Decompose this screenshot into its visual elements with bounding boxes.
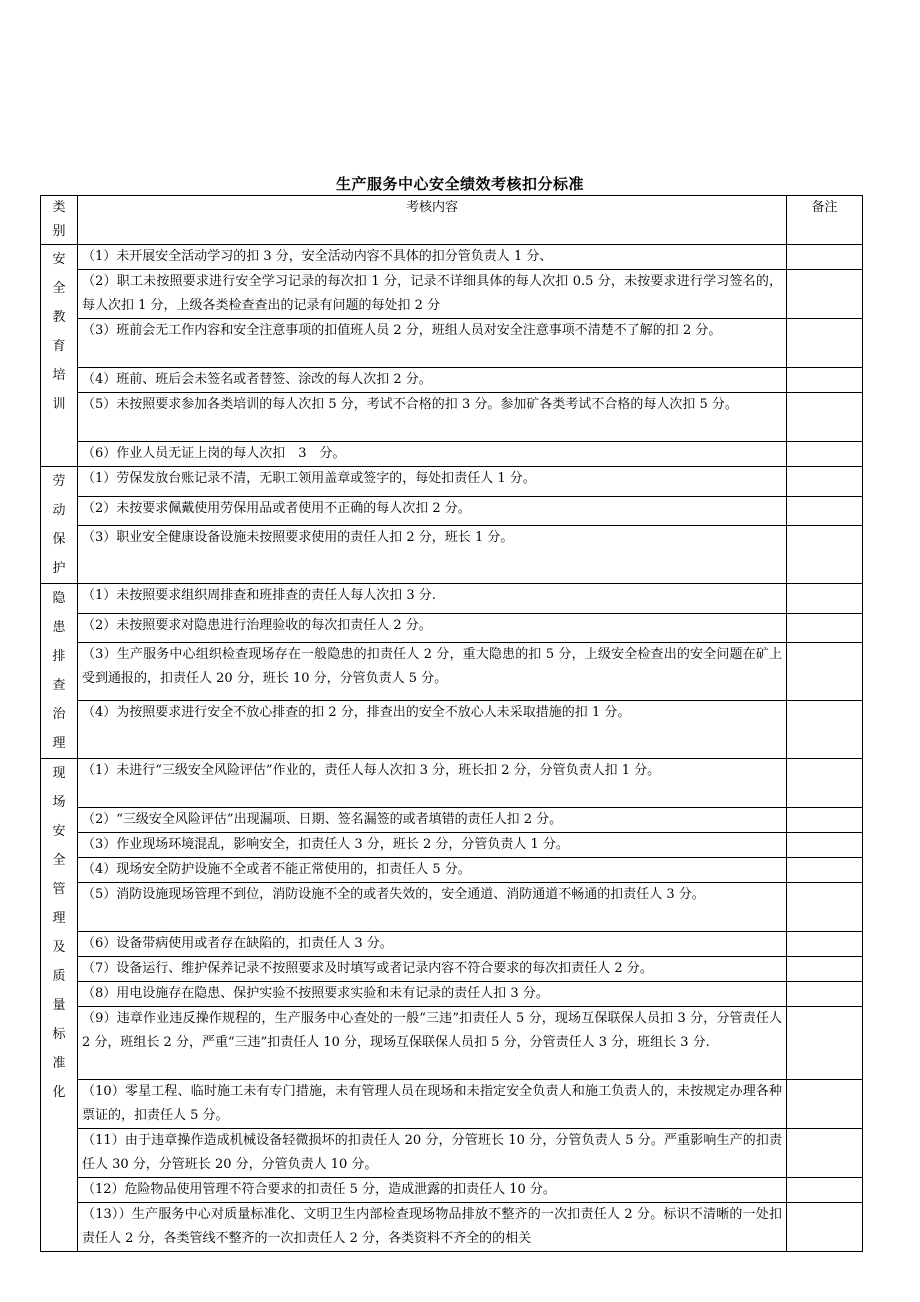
table-row	[41, 932, 863, 957]
table-row	[41, 1080, 863, 1129]
assessment-item: （7）设备运行、维护保养记录不按照要求及时填写或者记录内容不符合要求的每次扣责任人 2 分。	[78, 957, 787, 982]
category-label: 劳 动 保 护	[52, 474, 66, 576]
category-label: 隐 患 排 查 治 理	[52, 591, 66, 751]
note-cell	[787, 270, 863, 319]
category-label: 安 全 教 育 培 训	[52, 252, 66, 412]
assessment-item: （4）为按照要求进行安全不放心排查的扣 2 分，排查出的安全不放心人未采取措施的扣 1 分。	[78, 701, 787, 759]
note-cell	[787, 526, 863, 584]
note-cell	[787, 1080, 863, 1129]
assessment-item: （1）未进行“三级安全风险评估”作业的，责任人每人次扣 3 分，班长扣 2 分，分管负责人扣 1 分。	[78, 759, 787, 808]
table-row	[41, 270, 863, 319]
note-cell	[787, 1129, 863, 1178]
note-cell	[787, 643, 863, 701]
category-label: 现 场 安 全 管 理 及 质 量 标 准 化	[52, 766, 66, 1100]
table-body	[41, 245, 863, 1252]
table-row	[41, 833, 863, 858]
assessment-item: （3）职业安全健康设备设施未按照要求使用的责任人扣 2 分，班长 1 分。	[78, 526, 787, 584]
table-row	[41, 467, 863, 497]
note-cell	[787, 701, 863, 759]
note-cell	[787, 245, 863, 270]
note-cell	[787, 393, 863, 442]
category-cell	[41, 584, 78, 759]
category-cell	[41, 467, 78, 584]
assessment-item: （2）未按要求佩戴使用劳保用品或者使用不正确的每人次扣 2 分。	[78, 496, 787, 526]
note-cell	[787, 932, 863, 957]
table-row	[41, 442, 863, 467]
assessment-item: （13））生产服务中心对质量标准化、文明卫生内部检查现场物品排放不整齐的一次扣责任人 2 分。标识不清晰的一处扣责任人 2 分，各类管线不整齐的一次扣责任人 2 分，各类资料不齐全的的相关	[78, 1203, 787, 1252]
table-row	[41, 982, 863, 1007]
assessment-item: （3）作业现场环境混乱，影响安全，扣责任人 3 分，班长 2 分，分管负责人 1 分。	[78, 833, 787, 858]
note-cell	[787, 442, 863, 467]
note-cell	[787, 858, 863, 883]
note-cell	[787, 613, 863, 643]
table-row	[41, 319, 863, 368]
table-row	[41, 643, 863, 701]
note-cell	[787, 982, 863, 1007]
assessment-item: （10）零星工程、临时施工未有专门措施，未有管理人员在现场和未指定安全负责人和施工负责人的，未按规定办理各种票证的，扣责任人 5 分。	[78, 1080, 787, 1129]
category-cell	[41, 245, 78, 467]
table-row	[41, 808, 863, 833]
header-note: 备注	[787, 196, 863, 245]
note-cell	[787, 496, 863, 526]
assessment-item: （8）用电设施存在隐患、保护实验不按照要求实验和未有记录的责任人扣 3 分。	[78, 982, 787, 1007]
table-row	[41, 393, 863, 442]
table-row	[41, 368, 863, 393]
note-cell	[787, 1007, 863, 1080]
assessment-item: （11）由于违章操作造成机械设备轻微损坏的扣责任人 20 分，分管班长 10 分，分管负责人 5 分。严重影响生产的扣责任人 30 分，分管班长 20 分，分管负责人 10 分。	[78, 1129, 787, 1178]
table-row	[41, 957, 863, 982]
assessment-item: （2）未按照要求对隐患进行治理验收的每次扣责任人 2 分。	[78, 613, 787, 643]
assessment-item: （4）班前、班后会未签名或者替签、涂改的每人次扣 2 分。	[78, 368, 787, 393]
note-cell	[787, 1203, 863, 1252]
table-row	[41, 1178, 863, 1203]
table-row	[41, 526, 863, 584]
note-cell	[787, 833, 863, 858]
table-row	[41, 759, 863, 808]
table-row	[41, 858, 863, 883]
table-row	[41, 883, 863, 932]
assessment-item: （3）班前会无工作内容和安全注意事项的扣值班人员 2 分，班组人员对安全注意事项不清楚不了解的扣 2 分。	[78, 319, 787, 368]
scoring-standard-table	[40, 195, 863, 1252]
assessment-item: （12）危险物品使用管理不符合要求的扣责任 5 分，造成泄露的扣责任人 10 分。	[78, 1178, 787, 1203]
note-cell	[787, 759, 863, 808]
assessment-item: （1）劳保发放台账记录不清，无职工领用盖章或签字的，每处扣责任人 1 分。	[78, 467, 787, 497]
note-cell	[787, 319, 863, 368]
table-row	[41, 613, 863, 643]
note-cell	[787, 467, 863, 497]
note-cell	[787, 1178, 863, 1203]
assessment-item: （2）“三级安全风险评估”出现漏项、日期、签名漏签的或者填错的责任人扣 2 分。	[78, 808, 787, 833]
note-cell	[787, 584, 863, 614]
assessment-item: （6）作业人员无证上岗的每人次扣 3 分。	[78, 442, 787, 467]
note-cell	[787, 883, 863, 932]
table-row	[41, 496, 863, 526]
header-category: 类 别	[41, 196, 78, 245]
assessment-item: （4）现场安全防护设施不全或者不能正常使用的，扣责任人 5 分。	[78, 858, 787, 883]
note-cell	[787, 808, 863, 833]
table-row	[41, 584, 863, 614]
assessment-item: （9）违章作业违反操作规程的，生产服务中心查处的一般“三违”扣责任人 5 分，现场互保联保人员扣 3 分，分管责任人 2 分，班组长 2 分，严重“三违”扣责任人 10 分，现场互保联保人员扣 5 分，分管责任人 3 分，班组长 3 分.	[78, 1007, 787, 1080]
table-row	[41, 1007, 863, 1080]
table-row	[41, 701, 863, 759]
assessment-item: （6）设备带病使用或者存在缺陷的，扣责任人 3 分。	[78, 932, 787, 957]
assessment-item: （1）未开展安全活动学习的扣 3 分，安全活动内容不具体的扣分管负责人 1 分、	[78, 245, 787, 270]
assessment-item: （5）未按照要求参加各类培训的每人次扣 5 分，考试不合格的扣 3 分。参加矿各类考试不合格的每人次扣 5 分。	[78, 393, 787, 442]
assessment-item: （1）未按照要求组织周排查和班排查的责任人每人次扣 3 分.	[78, 584, 787, 614]
assessment-item: （2）职工未按照要求进行安全学习记录的每次扣 1 分，记录不详细具体的每人次扣 0.5 分，未按要求进行学习签名的，每人次扣 1 分，上级各类检查查出的记录有问题的每处扣 2 分	[78, 270, 787, 319]
page-title: 生产服务中心安全绩效考核扣分标准	[335, 175, 584, 193]
table-row	[41, 1129, 863, 1178]
table-row	[41, 1203, 863, 1252]
table-row	[41, 245, 863, 270]
header-content: 考核内容	[78, 196, 787, 245]
note-cell	[787, 368, 863, 393]
assessment-item: （3）生产服务中心组织检查现场存在一般隐患的扣责任人 2 分，重大隐患的扣 5 分，上级安全检查出的安全问题在矿上受到通报的，扣责任人 20 分，班长 10 分，分管负责人 5 分。	[78, 643, 787, 701]
table-header-row	[41, 196, 863, 245]
category-cell	[41, 759, 78, 1252]
assessment-item: （5）消防设施现场管理不到位，消防设施不全的或者失效的，安全通道、消防通道不畅通的扣责任人 3 分。	[78, 883, 787, 932]
note-cell	[787, 957, 863, 982]
